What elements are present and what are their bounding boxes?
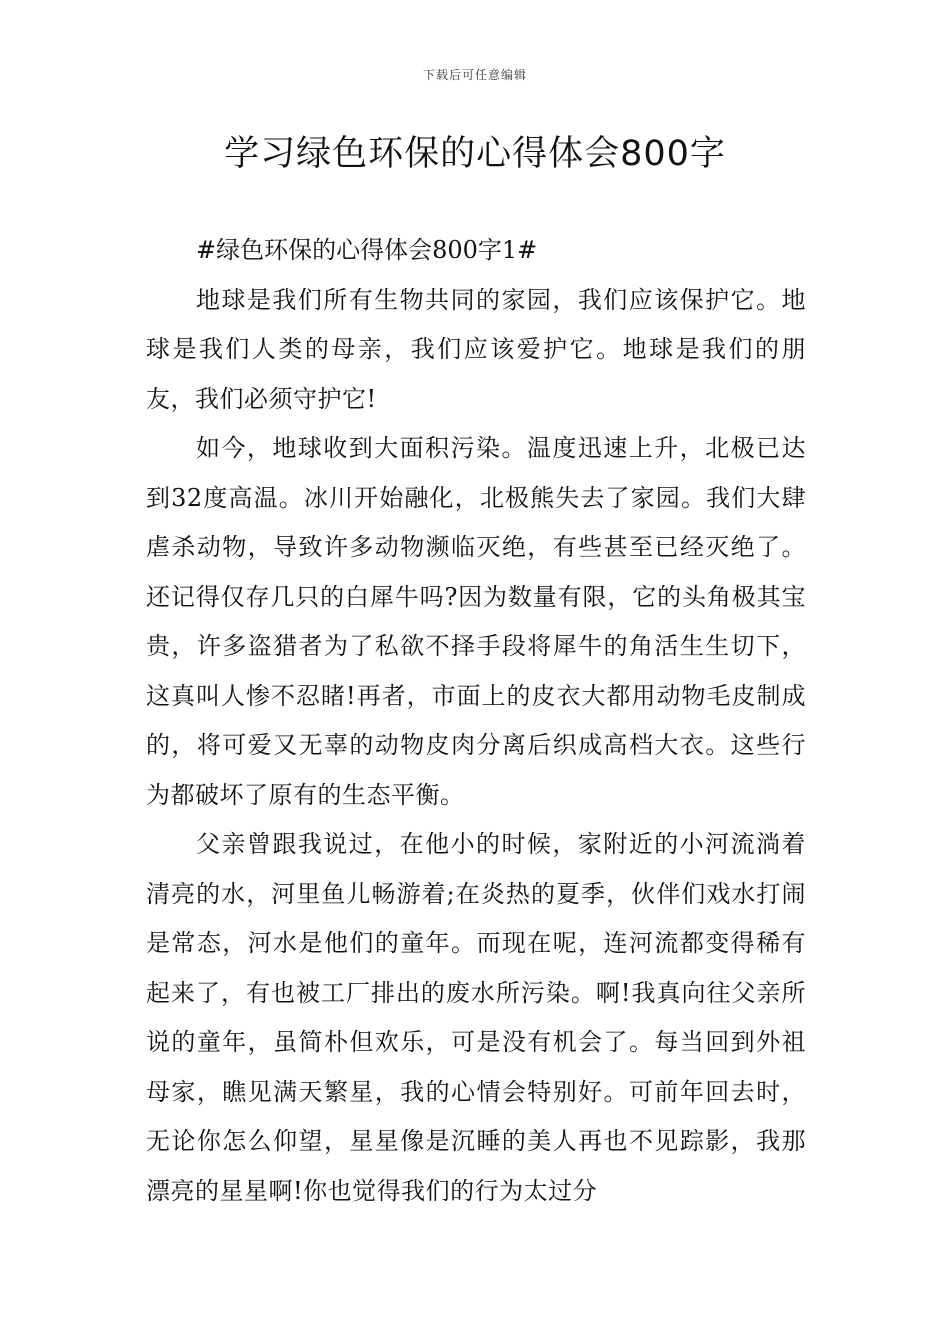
paragraph-1: 地球是我们所有生物共同的家园，我们应该保护它。地球是我们人类的母亲，我们应该爱护它。地球是我们的朋友，我们必须守护它! — [146, 285, 806, 413]
section-heading: #绿色环保的心得体会800字1# — [196, 236, 538, 264]
paragraph-3: 父亲曾跟我说过，在他小的时候，家附近的小河流淌着清亮的水，河里鱼儿畅游着;在炎热的夏季，伙伴们戏水打闹是常态，河水是他们的童年。而现在呢，连河流都变得稀有起来了，有也被工厂排出的废水所污染。啊!我真向往父亲所说的童年，虽简朴但欢乐，可是没有机会了。每当回到外祖母家，瞧见满天繁星，我的心情会特别好。可前年回去时，无论你怎么仰望，星星像是沉睡的美人再也不见踪影，我那漂亮的星星啊!你也觉得我们的行为太过分 — [146, 830, 806, 1205]
document-body — [146, 226, 806, 1216]
paragraph-2: 如今，地球收到大面积污染。温度迅速上升，北极已达到32度高温。冰川开始融化，北极熊失去了家园。我们大肆虐杀动物，导致许多动物濒临灭绝，有些甚至已经灭绝了。还记得仅存几只的白犀牛吗?因为数量有限，它的头角极其宝贵，许多盗猎者为了私欲不择手段将犀牛的角活生生切下，这真叫人惨不忍睹!再者，市面上的皮衣大都用动物毛皮制成的，将可爱又无辜的动物皮肉分离后织成高档大衣。这些行为都破坏了原有的生态平衡。 — [146, 434, 806, 809]
header-note: 下载后可任意编辑 — [422, 68, 527, 82]
document-title: 学习绿色环保的心得体会800字 — [224, 134, 726, 174]
